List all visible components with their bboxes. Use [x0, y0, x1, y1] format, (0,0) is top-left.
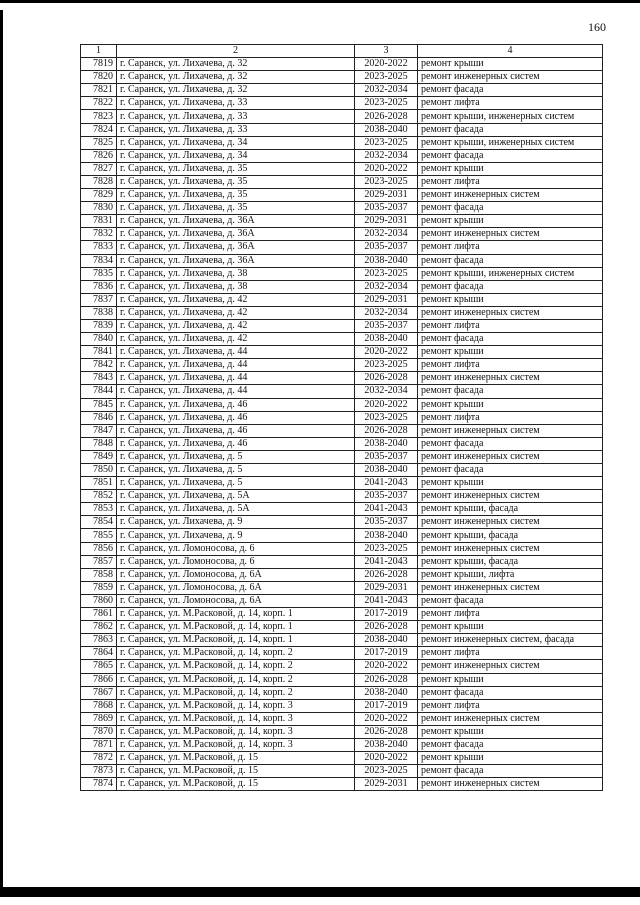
period-cell: 2038-2040 [355, 686, 418, 699]
row-number: 7823 [81, 110, 117, 123]
period-cell: 2032-2034 [355, 280, 418, 293]
address-cell: г. Саранск, ул. Ломоносова, д. 6 [117, 542, 355, 555]
table-row [81, 647, 603, 660]
table-row [81, 778, 603, 791]
period-cell: 2020-2022 [355, 58, 418, 71]
period-cell: 2041-2043 [355, 594, 418, 607]
row-number: 7846 [81, 411, 117, 424]
period-cell: 2026-2028 [355, 110, 418, 123]
row-number: 7867 [81, 686, 117, 699]
period-cell: 2026-2028 [355, 372, 418, 385]
period-cell: 2023-2025 [355, 71, 418, 84]
table-row [81, 594, 603, 607]
table-row [81, 752, 603, 765]
address-cell: г. Саранск, ул. Лихачева, д. 5 [117, 464, 355, 477]
period-cell: 2035-2037 [355, 516, 418, 529]
work-type-cell: ремонт крыши [418, 346, 603, 359]
period-cell: 2017-2019 [355, 647, 418, 660]
row-number: 7854 [81, 516, 117, 529]
period-cell: 2038-2040 [355, 254, 418, 267]
address-cell: г. Саранск, ул. Ломоносова, д. 6А [117, 568, 355, 581]
row-number: 7835 [81, 267, 117, 280]
address-cell: г. Саранск, ул. Лихачева, д. 33 [117, 97, 355, 110]
address-cell: г. Саранск, ул. Лихачева, д. 44 [117, 359, 355, 372]
row-number: 7840 [81, 333, 117, 346]
row-number: 7844 [81, 385, 117, 398]
row-number: 7839 [81, 319, 117, 332]
work-type-cell: ремонт фасада [418, 333, 603, 346]
row-number: 7822 [81, 97, 117, 110]
scan-edge-top [0, 0, 640, 3]
work-type-cell: ремонт инженерных систем [418, 372, 603, 385]
row-number: 7831 [81, 215, 117, 228]
period-cell: 2032-2034 [355, 306, 418, 319]
table-row [81, 319, 603, 332]
period-cell: 2023-2025 [355, 765, 418, 778]
table-row [81, 58, 603, 71]
row-number: 7843 [81, 372, 117, 385]
period-cell: 2017-2019 [355, 608, 418, 621]
work-type-cell: ремонт лифта [418, 359, 603, 372]
address-cell: г. Саранск, ул. Лихачева, д. 42 [117, 333, 355, 346]
row-number: 7861 [81, 608, 117, 621]
period-cell: 2026-2028 [355, 673, 418, 686]
address-cell: г. Саранск, ул. Лихачева, д. 5 [117, 477, 355, 490]
period-cell: 2038-2040 [355, 464, 418, 477]
table-row [81, 542, 603, 555]
period-cell: 2017-2019 [355, 699, 418, 712]
row-number: 7870 [81, 725, 117, 738]
row-number: 7850 [81, 464, 117, 477]
work-type-cell: ремонт инженерных систем [418, 424, 603, 437]
period-cell: 2041-2043 [355, 555, 418, 568]
work-type-cell: ремонт крыши [418, 725, 603, 738]
row-number: 7821 [81, 84, 117, 97]
period-cell: 2032-2034 [355, 84, 418, 97]
period-cell: 2041-2043 [355, 503, 418, 516]
work-type-cell: ремонт крыши, фасада [418, 555, 603, 568]
row-number: 7820 [81, 71, 117, 84]
address-cell: г. Саранск, ул. Лихачева, д. 44 [117, 346, 355, 359]
work-type-cell: ремонт инженерных систем [418, 778, 603, 791]
table-header [81, 45, 603, 58]
period-cell: 2020-2022 [355, 162, 418, 175]
table-row [81, 411, 603, 424]
table-row [81, 686, 603, 699]
row-number: 7868 [81, 699, 117, 712]
period-cell: 2020-2022 [355, 398, 418, 411]
address-cell: г. Саранск, ул. Ломоносова, д. 6А [117, 594, 355, 607]
period-cell: 2038-2040 [355, 333, 418, 346]
row-number: 7841 [81, 346, 117, 359]
row-number: 7834 [81, 254, 117, 267]
table-row [81, 503, 603, 516]
work-type-cell: ремонт крыши, инженерных систем [418, 267, 603, 280]
address-cell: г. Саранск, ул. М.Расковой, д. 14, корп. 2 [117, 647, 355, 660]
table-row [81, 464, 603, 477]
table-row [81, 359, 603, 372]
table-row [81, 450, 603, 463]
period-cell: 2035-2037 [355, 241, 418, 254]
address-cell: г. Саранск, ул. Лихачева, д. 46 [117, 424, 355, 437]
work-type-cell: ремонт крыши [418, 58, 603, 71]
work-type-cell: ремонт крыши, инженерных систем [418, 136, 603, 149]
address-cell: г. Саранск, ул. Лихачева, д. 46 [117, 398, 355, 411]
period-cell: 2020-2022 [355, 752, 418, 765]
period-cell: 2023-2025 [355, 267, 418, 280]
table-row [81, 267, 603, 280]
table-row [81, 490, 603, 503]
address-cell: г. Саранск, ул. Ломоносова, д. 6А [117, 581, 355, 594]
period-cell: 2023-2025 [355, 136, 418, 149]
row-number: 7829 [81, 189, 117, 202]
work-type-cell: ремонт крыши [418, 673, 603, 686]
table-row [81, 110, 603, 123]
period-cell: 2035-2037 [355, 450, 418, 463]
row-number: 7828 [81, 175, 117, 188]
header-col-1: 1 [81, 45, 117, 58]
table-row [81, 529, 603, 542]
table-row [81, 712, 603, 725]
address-cell: г. Саранск, ул. Лихачева, д. 34 [117, 149, 355, 162]
table-row [81, 71, 603, 84]
address-cell: г. Саранск, ул. Лихачева, д. 35 [117, 202, 355, 215]
work-type-cell: ремонт фасада [418, 686, 603, 699]
work-type-cell: ремонт лифта [418, 241, 603, 254]
work-type-cell: ремонт фасада [418, 123, 603, 136]
period-cell: 2032-2034 [355, 149, 418, 162]
registry-table [80, 44, 603, 791]
table-row [81, 673, 603, 686]
row-number: 7856 [81, 542, 117, 555]
row-number: 7827 [81, 162, 117, 175]
work-type-cell: ремонт крыши, лифта [418, 568, 603, 581]
row-number: 7845 [81, 398, 117, 411]
period-cell: 2020-2022 [355, 660, 418, 673]
period-cell: 2035-2037 [355, 490, 418, 503]
row-number: 7859 [81, 581, 117, 594]
period-cell: 2026-2028 [355, 568, 418, 581]
period-cell: 2023-2025 [355, 97, 418, 110]
table-row [81, 97, 603, 110]
row-number: 7855 [81, 529, 117, 542]
address-cell: г. Саранск, ул. Ломоносова, д. 6 [117, 555, 355, 568]
work-type-cell: ремонт инженерных систем [418, 228, 603, 241]
address-cell: г. Саранск, ул. М.Расковой, д. 14, корп. 3 [117, 699, 355, 712]
address-cell: г. Саранск, ул. Лихачева, д. 42 [117, 319, 355, 332]
table-row [81, 477, 603, 490]
work-type-cell: ремонт инженерных систем [418, 712, 603, 725]
address-cell: г. Саранск, ул. Лихачева, д. 9 [117, 516, 355, 529]
period-cell: 2041-2043 [355, 477, 418, 490]
work-type-cell: ремонт лифта [418, 97, 603, 110]
period-cell: 2035-2037 [355, 319, 418, 332]
header-col-3: 3 [355, 45, 418, 58]
work-type-cell: ремонт инженерных систем [418, 450, 603, 463]
table-row [81, 189, 603, 202]
address-cell: г. Саранск, ул. Лихачева, д. 36А [117, 228, 355, 241]
address-cell: г. Саранск, ул. М.Расковой, д. 14, корп. 3 [117, 725, 355, 738]
work-type-cell: ремонт инженерных систем [418, 71, 603, 84]
table-row [81, 765, 603, 778]
period-cell: 2026-2028 [355, 621, 418, 634]
row-number: 7819 [81, 58, 117, 71]
work-type-cell: ремонт лифта [418, 319, 603, 332]
row-number: 7838 [81, 306, 117, 319]
row-number: 7866 [81, 673, 117, 686]
table-row [81, 437, 603, 450]
row-number: 7864 [81, 647, 117, 660]
work-type-cell: ремонт крыши [418, 162, 603, 175]
address-cell: г. Саранск, ул. Лихачева, д. 32 [117, 84, 355, 97]
address-cell: г. Саранск, ул. М.Расковой, д. 14, корп. 2 [117, 673, 355, 686]
table-row [81, 621, 603, 634]
work-type-cell: ремонт крыши [418, 293, 603, 306]
table-row [81, 581, 603, 594]
period-cell: 2038-2040 [355, 123, 418, 136]
address-cell: г. Саранск, ул. Лихачева, д. 36А [117, 241, 355, 254]
table-row [81, 293, 603, 306]
work-type-cell: ремонт инженерных систем [418, 660, 603, 673]
table-row [81, 398, 603, 411]
period-cell: 2026-2028 [355, 725, 418, 738]
row-number: 7849 [81, 450, 117, 463]
address-cell: г. Саранск, ул. Лихачева, д. 35 [117, 189, 355, 202]
address-cell: г. Саранск, ул. М.Расковой, д. 14, корп. 2 [117, 660, 355, 673]
row-number: 7847 [81, 424, 117, 437]
header-col-2: 2 [117, 45, 355, 58]
work-type-cell: ремонт лифта [418, 175, 603, 188]
row-number: 7860 [81, 594, 117, 607]
row-number: 7857 [81, 555, 117, 568]
period-cell: 2020-2022 [355, 712, 418, 725]
address-cell: г. Саранск, ул. Лихачева, д. 44 [117, 372, 355, 385]
table-row [81, 424, 603, 437]
row-number: 7833 [81, 241, 117, 254]
table-row [81, 175, 603, 188]
work-type-cell: ремонт крыши, фасада [418, 503, 603, 516]
address-cell: г. Саранск, ул. Лихачева, д. 44 [117, 385, 355, 398]
address-cell: г. Саранск, ул. М.Расковой, д. 14, корп. 3 [117, 712, 355, 725]
address-cell: г. Саранск, ул. Лихачева, д. 46 [117, 411, 355, 424]
period-cell: 2023-2025 [355, 175, 418, 188]
table-row [81, 634, 603, 647]
work-type-cell: ремонт фасада [418, 765, 603, 778]
address-cell: г. Саранск, ул. М.Расковой, д. 14, корп. 2 [117, 686, 355, 699]
work-type-cell: ремонт крыши, фасада [418, 529, 603, 542]
period-cell: 2023-2025 [355, 411, 418, 424]
period-cell: 2038-2040 [355, 634, 418, 647]
table-row [81, 555, 603, 568]
address-cell: г. Саранск, ул. Лихачева, д. 38 [117, 267, 355, 280]
address-cell: г. Саранск, ул. М.Расковой, д. 15 [117, 765, 355, 778]
period-cell: 2038-2040 [355, 437, 418, 450]
row-number: 7832 [81, 228, 117, 241]
address-cell: г. Саранск, ул. Лихачева, д. 46 [117, 437, 355, 450]
table-row [81, 123, 603, 136]
period-cell: 2035-2037 [355, 202, 418, 215]
work-type-cell: ремонт фасада [418, 202, 603, 215]
work-type-cell: ремонт инженерных систем [418, 516, 603, 529]
work-type-cell: ремонт крыши, инженерных систем [418, 110, 603, 123]
work-type-cell: ремонт фасада [418, 385, 603, 398]
period-cell: 2029-2031 [355, 215, 418, 228]
row-number: 7863 [81, 634, 117, 647]
period-cell: 2032-2034 [355, 385, 418, 398]
table-row [81, 136, 603, 149]
work-type-cell: ремонт фасада [418, 280, 603, 293]
work-type-cell: ремонт крыши [418, 477, 603, 490]
row-number: 7826 [81, 149, 117, 162]
work-type-cell: ремонт фасада [418, 254, 603, 267]
work-type-cell: ремонт инженерных систем [418, 581, 603, 594]
table-body [81, 58, 603, 791]
header-row [81, 45, 603, 58]
row-number: 7853 [81, 503, 117, 516]
row-number: 7852 [81, 490, 117, 503]
row-number: 7825 [81, 136, 117, 149]
page-number: 160 [588, 20, 606, 34]
row-number: 7842 [81, 359, 117, 372]
period-cell: 2023-2025 [355, 542, 418, 555]
row-number: 7873 [81, 765, 117, 778]
work-type-cell: ремонт лифта [418, 699, 603, 712]
work-type-cell: ремонт крыши [418, 621, 603, 634]
work-type-cell: ремонт лифта [418, 608, 603, 621]
work-type-cell: ремонт фасада [418, 738, 603, 751]
work-type-cell: ремонт фасада [418, 437, 603, 450]
header-col-4: 4 [418, 45, 603, 58]
scan-edge-bottom [0, 887, 640, 897]
row-number: 7865 [81, 660, 117, 673]
work-type-cell: ремонт фасада [418, 149, 603, 162]
row-number: 7858 [81, 568, 117, 581]
address-cell: г. Саранск, ул. М.Расковой, д. 14, корп. 3 [117, 738, 355, 751]
work-type-cell: ремонт инженерных систем [418, 189, 603, 202]
period-cell: 2029-2031 [355, 778, 418, 791]
period-cell: 2038-2040 [355, 529, 418, 542]
table-row [81, 162, 603, 175]
address-cell: г. Саранск, ул. Лихачева, д. 34 [117, 136, 355, 149]
address-cell: г. Саранск, ул. Лихачева, д. 9 [117, 529, 355, 542]
table-row [81, 699, 603, 712]
table-row [81, 333, 603, 346]
address-cell: г. Саранск, ул. Лихачева, д. 36А [117, 215, 355, 228]
address-cell: г. Саранск, ул. М.Расковой, д. 14, корп. 1 [117, 608, 355, 621]
period-cell: 2023-2025 [355, 359, 418, 372]
table-row [81, 241, 603, 254]
work-type-cell: ремонт крыши [418, 752, 603, 765]
address-cell: г. Саранск, ул. М.Расковой, д. 14, корп. 1 [117, 634, 355, 647]
table-row [81, 738, 603, 751]
period-cell: 2038-2040 [355, 738, 418, 751]
row-number: 7824 [81, 123, 117, 136]
address-cell: г. Саранск, ул. Лихачева, д. 35 [117, 162, 355, 175]
table-row [81, 660, 603, 673]
address-cell: г. Саранск, ул. М.Расковой, д. 14, корп. 1 [117, 621, 355, 634]
period-cell: 2032-2034 [355, 228, 418, 241]
work-type-cell: ремонт инженерных систем [418, 542, 603, 555]
table-row [81, 280, 603, 293]
table-row [81, 372, 603, 385]
address-cell: г. Саранск, ул. М.Расковой, д. 15 [117, 752, 355, 765]
period-cell: 2029-2031 [355, 293, 418, 306]
table-row [81, 149, 603, 162]
table-row [81, 306, 603, 319]
work-type-cell: ремонт инженерных систем [418, 490, 603, 503]
address-cell: г. Саранск, ул. Лихачева, д. 42 [117, 293, 355, 306]
work-type-cell: ремонт крыши [418, 215, 603, 228]
address-cell: г. Саранск, ул. М.Расковой, д. 15 [117, 778, 355, 791]
address-cell: г. Саранск, ул. Лихачева, д. 38 [117, 280, 355, 293]
row-number: 7871 [81, 738, 117, 751]
address-cell: г. Саранск, ул. Лихачева, д. 35 [117, 175, 355, 188]
period-cell: 2029-2031 [355, 189, 418, 202]
row-number: 7851 [81, 477, 117, 490]
work-type-cell: ремонт фасада [418, 464, 603, 477]
work-type-cell: ремонт крыши [418, 398, 603, 411]
address-cell: г. Саранск, ул. Лихачева, д. 42 [117, 306, 355, 319]
work-type-cell: ремонт инженерных систем [418, 306, 603, 319]
row-number: 7830 [81, 202, 117, 215]
table-row [81, 228, 603, 241]
address-cell: г. Саранск, ул. Лихачева, д. 32 [117, 71, 355, 84]
row-number: 7874 [81, 778, 117, 791]
address-cell: г. Саранск, ул. Лихачева, д. 36А [117, 254, 355, 267]
table-row [81, 202, 603, 215]
table-row [81, 568, 603, 581]
work-type-cell: ремонт инженерных систем, фасада [418, 634, 603, 647]
table-row [81, 254, 603, 267]
table-row [81, 84, 603, 97]
table-row [81, 516, 603, 529]
period-cell: 2029-2031 [355, 581, 418, 594]
address-cell: г. Саранск, ул. Лихачева, д. 5А [117, 490, 355, 503]
row-number: 7848 [81, 437, 117, 450]
address-cell: г. Саранск, ул. Лихачева, д. 5А [117, 503, 355, 516]
work-type-cell: ремонт фасада [418, 594, 603, 607]
table-row [81, 215, 603, 228]
period-cell: 2020-2022 [355, 346, 418, 359]
work-type-cell: ремонт лифта [418, 411, 603, 424]
address-cell: г. Саранск, ул. Лихачева, д. 5 [117, 450, 355, 463]
row-number: 7862 [81, 621, 117, 634]
address-cell: г. Саранск, ул. Лихачева, д. 32 [117, 58, 355, 71]
table-row [81, 608, 603, 621]
row-number: 7837 [81, 293, 117, 306]
address-cell: г. Саранск, ул. Лихачева, д. 33 [117, 110, 355, 123]
work-type-cell: ремонт лифта [418, 647, 603, 660]
scan-edge-left [0, 10, 3, 895]
row-number: 7836 [81, 280, 117, 293]
table-row [81, 346, 603, 359]
row-number: 7872 [81, 752, 117, 765]
address-cell: г. Саранск, ул. Лихачева, д. 33 [117, 123, 355, 136]
row-number: 7869 [81, 712, 117, 725]
table-row [81, 385, 603, 398]
table-row [81, 725, 603, 738]
period-cell: 2026-2028 [355, 424, 418, 437]
work-type-cell: ремонт фасада [418, 84, 603, 97]
